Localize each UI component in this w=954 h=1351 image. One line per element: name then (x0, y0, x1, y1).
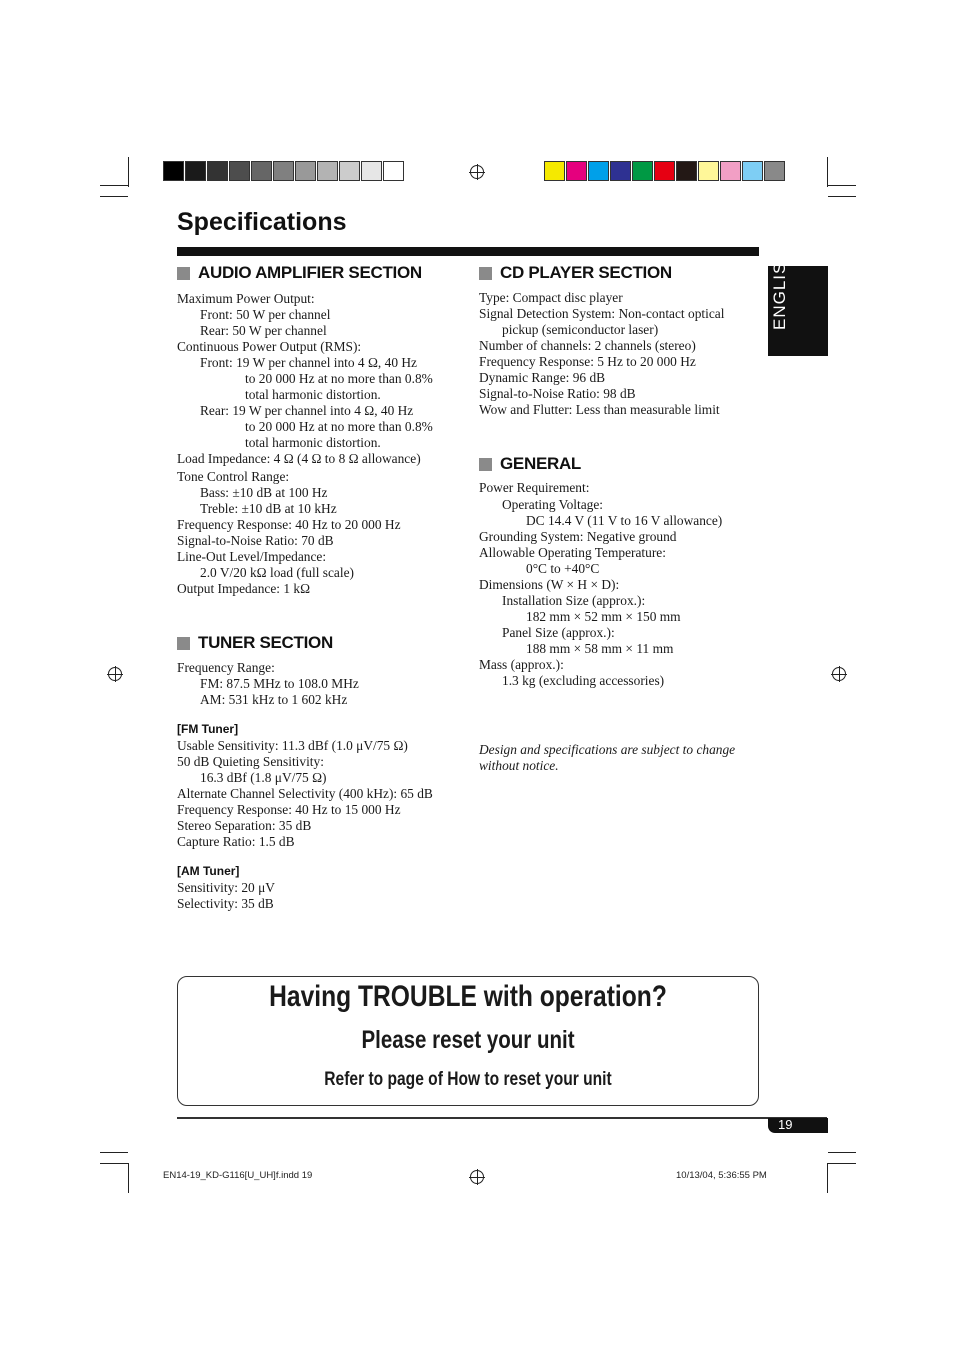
section-square-icon (177, 267, 190, 280)
spec-line: 1.3 kg (excluding accessories) (502, 673, 665, 688)
page-title: Specifications (177, 208, 347, 236)
color-swatch (185, 161, 206, 181)
footer-filename: EN14-19_KD-G116[U_UH]f.indd 19 (163, 1170, 313, 1181)
spec-line: Frequency Range: (177, 660, 275, 675)
spec-line: Number of channels: 2 channels (stereo) (479, 338, 696, 353)
color-swatch (339, 161, 360, 181)
spec-line: Frequency Response: 40 Hz to 15 000 Hz (177, 802, 401, 817)
crop-mark (100, 185, 128, 186)
color-swatch (317, 161, 338, 181)
reset-reference: Refer to page of How to reset your unit (324, 1069, 612, 1090)
spec-line: Type: Compact disc player (479, 290, 623, 305)
spec-line: Power Requirement: (479, 480, 590, 495)
spec-line: Rear: 19 W per channel into 4 Ω, 40 Hz (200, 403, 414, 418)
color-swatch (676, 161, 697, 181)
bottom-rule (177, 1117, 827, 1119)
crop-mark (100, 196, 128, 197)
cd-section-heading (479, 263, 672, 283)
color-swatch (163, 161, 184, 181)
color-swatch (229, 161, 250, 181)
spec-line: Dimensions (W × H × D): (479, 577, 620, 592)
color-swatch (566, 161, 587, 181)
color-swatch (720, 161, 741, 181)
spec-line: DC 14.4 V (11 V to 16 V allowance) (526, 513, 723, 528)
crop-mark (828, 196, 856, 197)
registration-mark-icon (108, 667, 122, 681)
spec-line: Continuous Power Output (RMS): (177, 339, 362, 354)
spec-line: Capture Ratio: 1.5 dB (177, 834, 295, 849)
crop-mark (827, 1163, 828, 1193)
crop-mark (128, 157, 129, 187)
spec-line: 188 mm × 58 mm × 11 mm (526, 641, 674, 656)
general-section-heading (479, 454, 581, 474)
spec-line: Panel Size (approx.): (502, 625, 615, 640)
reset-subheadline: Please reset your unit (361, 1026, 575, 1054)
crop-mark (828, 1152, 856, 1153)
tuner-section-heading (177, 633, 333, 653)
spec-line: Output Impedance: 1 kΩ (177, 581, 311, 596)
spec-line: Rear: 50 W per channel (200, 323, 327, 338)
spec-line: AM: 531 kHz to 1 602 kHz (200, 692, 348, 707)
spec-line: to 20 000 Hz at no more than 0.8% (245, 419, 433, 434)
registration-mark-icon (470, 1170, 484, 1184)
audio-section-heading (177, 263, 422, 283)
color-swatch (207, 161, 228, 181)
spec-line: Sensitivity: 20 μV (177, 880, 275, 895)
color-swatch (544, 161, 565, 181)
spec-line: FM: 87.5 MHz to 108.0 MHz (200, 676, 359, 691)
section-square-icon (177, 637, 190, 650)
section-square-icon (479, 458, 492, 471)
spec-line: pickup (semiconductor laser) (502, 322, 659, 337)
cd-heading-text: CD PLAYER SECTION (500, 263, 672, 282)
section-square-icon (479, 267, 492, 280)
color-swatch (654, 161, 675, 181)
crop-mark (828, 185, 856, 186)
disclaimer-line-1: Design and specifications are subject to change (479, 742, 736, 757)
spec-line: to 20 000 Hz at no more than 0.8% (245, 371, 433, 386)
am-tuner-heading: [AM Tuner] (177, 864, 240, 878)
spec-line: Grounding System: Negative ground (479, 529, 677, 544)
crop-mark (100, 1163, 128, 1164)
spec-line: 2.0 V/20 kΩ load (full scale) (200, 565, 354, 580)
color-swatch (295, 161, 316, 181)
spec-line: 0°C to +40°C (526, 561, 600, 576)
page-number-tab (768, 1118, 828, 1133)
spec-line: Alternate Channel Selectivity (400 kHz): 65 dB (177, 786, 433, 801)
color-swatch (764, 161, 785, 181)
crop-mark (128, 1163, 129, 1193)
crop-mark (827, 157, 828, 187)
title-rule (177, 247, 759, 256)
spec-line: Mass (approx.): (479, 657, 564, 672)
spec-line: Usable Sensitivity: 11.3 dBf (1.0 μV/75 Ω) (177, 738, 408, 753)
spec-line: Frequency Response: 5 Hz to 20 000 Hz (479, 354, 696, 369)
spec-line: Stereo Separation: 35 dB (177, 818, 312, 833)
spec-line: Tone Control Range: (177, 469, 290, 484)
footer-timestamp: 10/13/04, 5:36:55 PM (676, 1170, 767, 1181)
spec-line: Frequency Response: 40 Hz to 20 000 Hz (177, 517, 401, 532)
color-swatch (273, 161, 294, 181)
language-tab-label: ENGLISH (770, 248, 789, 330)
color-swatch (251, 161, 272, 181)
spec-line: Wow and Flutter: Less than measurable limit (479, 402, 720, 417)
color-swatch (698, 161, 719, 181)
spec-line: Front: 19 W per channel into 4 Ω, 40 Hz (200, 355, 417, 370)
spec-line: Bass: ±10 dB at 100 Hz (200, 485, 328, 500)
spec-line: Maximum Power Output: (177, 291, 315, 306)
fm-tuner-heading: [FM Tuner] (177, 722, 239, 736)
page-number: 19 (778, 1117, 793, 1132)
color-swatch-bar (544, 161, 786, 183)
spec-line: Operating Voltage: (502, 497, 604, 512)
tuner-heading-text: TUNER SECTION (198, 633, 333, 652)
spec-line: Dynamic Range: 96 dB (479, 370, 606, 385)
spec-line: Signal-to-Noise Ratio: 98 dB (479, 386, 636, 401)
spec-line: Line-Out Level/Impedance: (177, 549, 327, 564)
spec-line: Signal-to-Noise Ratio: 70 dB (177, 533, 334, 548)
audio-heading-text: AUDIO AMPLIFIER SECTION (198, 263, 422, 282)
crop-mark (828, 1163, 856, 1164)
color-swatch (742, 161, 763, 181)
spec-line: Selectivity: 35 dB (177, 896, 274, 911)
color-swatch (361, 161, 382, 181)
color-swatch (610, 161, 631, 181)
spec-line: 16.3 dBf (1.8 μV/75 Ω) (200, 770, 327, 785)
registration-mark-icon (470, 165, 484, 179)
spec-line: 50 dB Quieting Sensitivity: (177, 754, 324, 769)
spec-line: 182 mm × 52 mm × 150 mm (526, 609, 681, 624)
registration-mark-icon (832, 667, 846, 681)
color-swatch (632, 161, 653, 181)
gray-swatch-bar (163, 161, 405, 183)
color-swatch (383, 161, 404, 181)
spec-line: Front: 50 W per channel (200, 307, 331, 322)
spec-line: Load Impedance: 4 Ω (4 Ω to 8 Ω allowance) (177, 451, 421, 466)
spec-line: Installation Size (approx.): (502, 593, 646, 608)
spec-line: total harmonic distortion. (245, 435, 381, 450)
trouble-headline: Having TROUBLE with operation? (269, 980, 667, 1013)
general-heading-text: GENERAL (500, 454, 582, 473)
spec-line: total harmonic distortion. (245, 387, 381, 402)
spec-line: Treble: ±10 dB at 10 kHz (200, 501, 337, 516)
color-swatch (588, 161, 609, 181)
disclaimer-line-2: without notice. (479, 758, 559, 773)
spec-line: Signal Detection System: Non-contact optical (479, 306, 725, 321)
spec-line: Allowable Operating Temperature: (479, 545, 666, 560)
crop-mark (100, 1152, 128, 1153)
